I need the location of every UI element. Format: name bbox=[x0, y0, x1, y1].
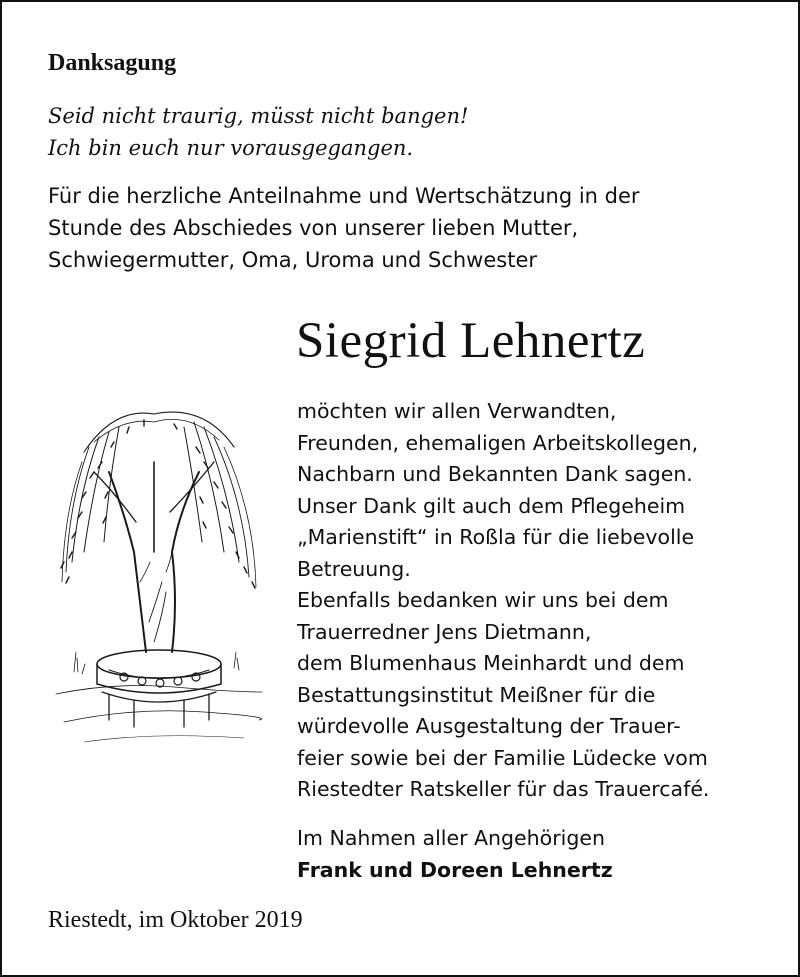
body-line: Freunden, ehemaligen Arbeitskollegen, bbox=[297, 430, 699, 455]
deceased-name: Siegrid Lehnertz bbox=[296, 313, 646, 369]
intro-line: Stunde des Abschiedes von unserer lieben Mutter, bbox=[48, 216, 579, 240]
body-line: würdevolle Ausgestaltung der Trauer- bbox=[297, 714, 681, 738]
body-line: Bestattungsinstitut Meißner für die bbox=[297, 682, 656, 707]
poem-verse bbox=[48, 100, 468, 164]
notice-heading: Danksagung bbox=[48, 50, 177, 76]
body-line: Trauerredner Jens Dietmann, bbox=[297, 619, 592, 644]
body-line: „Marienstift“ in Roßla für die liebevolle bbox=[297, 525, 695, 549]
body-line: Ebenfalls bedanken wir uns bei dem bbox=[297, 588, 669, 612]
body-line: Nachbarn und Bekannten Dank sagen. bbox=[297, 462, 693, 486]
intro-line: Für die herzliche Anteilnahme und Wertschätzung in der bbox=[48, 184, 640, 208]
closing-block bbox=[297, 822, 613, 886]
thanks-body bbox=[297, 396, 709, 806]
body-line: möchten wir allen Verwandten, bbox=[297, 399, 617, 423]
weeping-willow-icon bbox=[54, 402, 264, 747]
body-line: Betreuung. bbox=[297, 556, 411, 581]
place-date: Riestedt, im Oktober 2019 bbox=[48, 907, 303, 933]
body-line: feier sowie bei der Familie Lüdecke vom bbox=[297, 745, 708, 770]
poem-line: Seid nicht traurig, müsst nicht bangen! bbox=[48, 104, 469, 128]
intro-line: Schwiegermutter, Oma, Uroma und Schwester bbox=[48, 248, 537, 272]
body-line: Riestedter Ratskeller für das Trauercafé. bbox=[297, 777, 710, 801]
body-line: dem Blumenhaus Meinhardt und dem bbox=[297, 651, 685, 675]
closing-line: Im Nahmen aller Angehörigen bbox=[297, 826, 605, 850]
poem-line: Ich bin euch nur vorausgegangen. bbox=[48, 136, 414, 160]
intro-text bbox=[48, 180, 640, 276]
signers: Frank und Doreen Lehnertz bbox=[297, 858, 613, 882]
body-line: Unser Dank gilt auch dem Pflegeheim bbox=[297, 493, 686, 518]
